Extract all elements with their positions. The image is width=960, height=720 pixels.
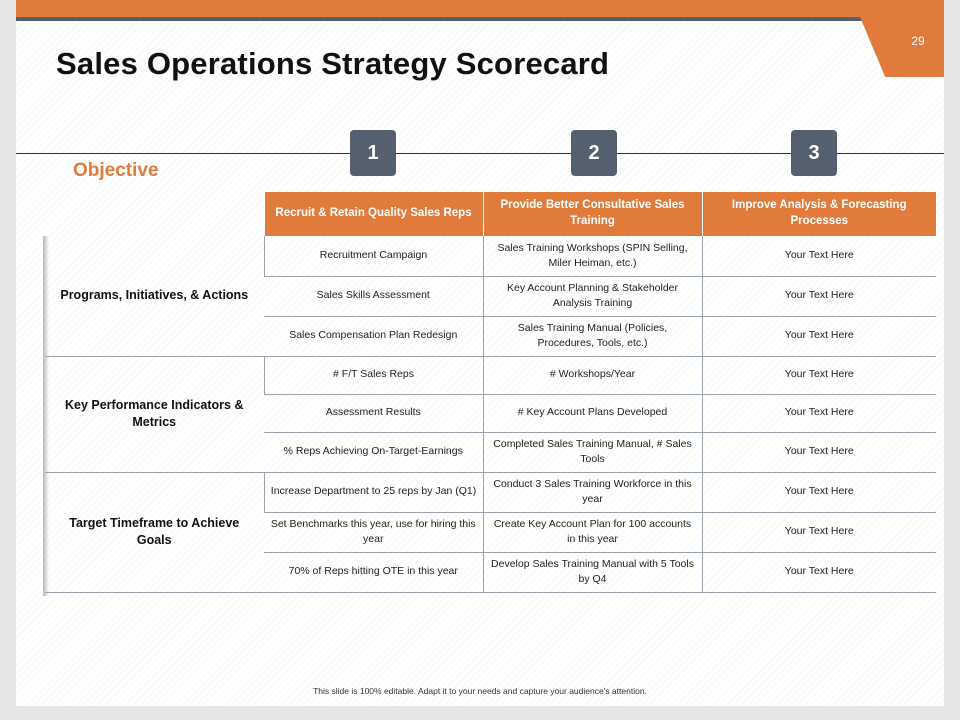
table-cell: Your Text Here	[702, 236, 936, 276]
table-row	[45, 472, 936, 512]
table-cell: Your Text Here	[702, 394, 936, 432]
table-cell: Assessment Results	[264, 394, 483, 432]
row-group-label-programs: Programs, Initiatives, & Actions	[45, 236, 264, 356]
table-cell: Completed Sales Training Manual, # Sales Tools	[483, 432, 702, 472]
table-cell: Increase Department to 25 reps by Jan (Q1)	[264, 472, 483, 512]
column-header-3: Improve Analysis & Forecasting Processes	[702, 192, 936, 236]
table-row	[45, 356, 936, 394]
top-accent-bar	[16, 0, 944, 17]
column-number-2: 2	[571, 130, 617, 176]
table-cell: 70% of Reps hitting OTE in this year	[264, 552, 483, 592]
column-number-3: 3	[791, 130, 837, 176]
table-row	[45, 236, 936, 276]
table-cell: Your Text Here	[702, 276, 936, 316]
table-header-row	[45, 192, 936, 236]
table-cell: Your Text Here	[702, 316, 936, 356]
table-cell: # Workshops/Year	[483, 356, 702, 394]
table-cell: Key Account Planning & Stakeholder Analysis Training	[483, 276, 702, 316]
table-cell: Set Benchmarks this year, use for hiring this year	[264, 512, 483, 552]
top-divider-line	[16, 17, 868, 21]
column-header-1: Recruit & Retain Quality Sales Reps	[264, 192, 483, 236]
table-cell: Conduct 3 Sales Training Workforce in this year	[483, 472, 702, 512]
table-cell: # Key Account Plans Developed	[483, 394, 702, 432]
page-number: 29	[911, 34, 925, 48]
row-group-label-kpis: Key Performance Indicators & Metrics	[45, 356, 264, 472]
row-group-label-timeframe: Target Timeframe to Achieve Goals	[45, 472, 264, 592]
table-cell: Your Text Here	[702, 472, 936, 512]
scorecard-table	[45, 192, 936, 593]
slide	[16, 0, 944, 706]
table-cell: Create Key Account Plan for 100 accounts in this year	[483, 512, 702, 552]
table-cell: % Reps Achieving On-Target-Earnings	[264, 432, 483, 472]
table-cell: Sales Training Workshops (SPIN Selling, Miler Heiman, etc.)	[483, 236, 702, 276]
column-header-2: Provide Better Consultative Sales Training	[483, 192, 702, 236]
column-number-1: 1	[350, 130, 396, 176]
table-cell: Your Text Here	[702, 512, 936, 552]
table-cell: # F/T Sales Reps	[264, 356, 483, 394]
objective-label: Objective	[73, 160, 159, 181]
table-cell: Your Text Here	[702, 432, 936, 472]
table-cell: Develop Sales Training Manual with 5 Tools by Q4	[483, 552, 702, 592]
table-cell: Your Text Here	[702, 552, 936, 592]
table-cell: Sales Training Manual (Policies, Procedures, Tools, etc.)	[483, 316, 702, 356]
slide-title: Sales Operations Strategy Scorecard	[56, 46, 610, 81]
header-blank-cell	[45, 192, 264, 236]
table-cell: Sales Compensation Plan Redesign	[264, 316, 483, 356]
table-cell: Sales Skills Assessment	[264, 276, 483, 316]
table-cell: Your Text Here	[702, 356, 936, 394]
table-cell: Recruitment Campaign	[264, 236, 483, 276]
footer-note: This slide is 100% editable. Adapt it to your needs and capture your audience's attention.	[313, 686, 647, 696]
